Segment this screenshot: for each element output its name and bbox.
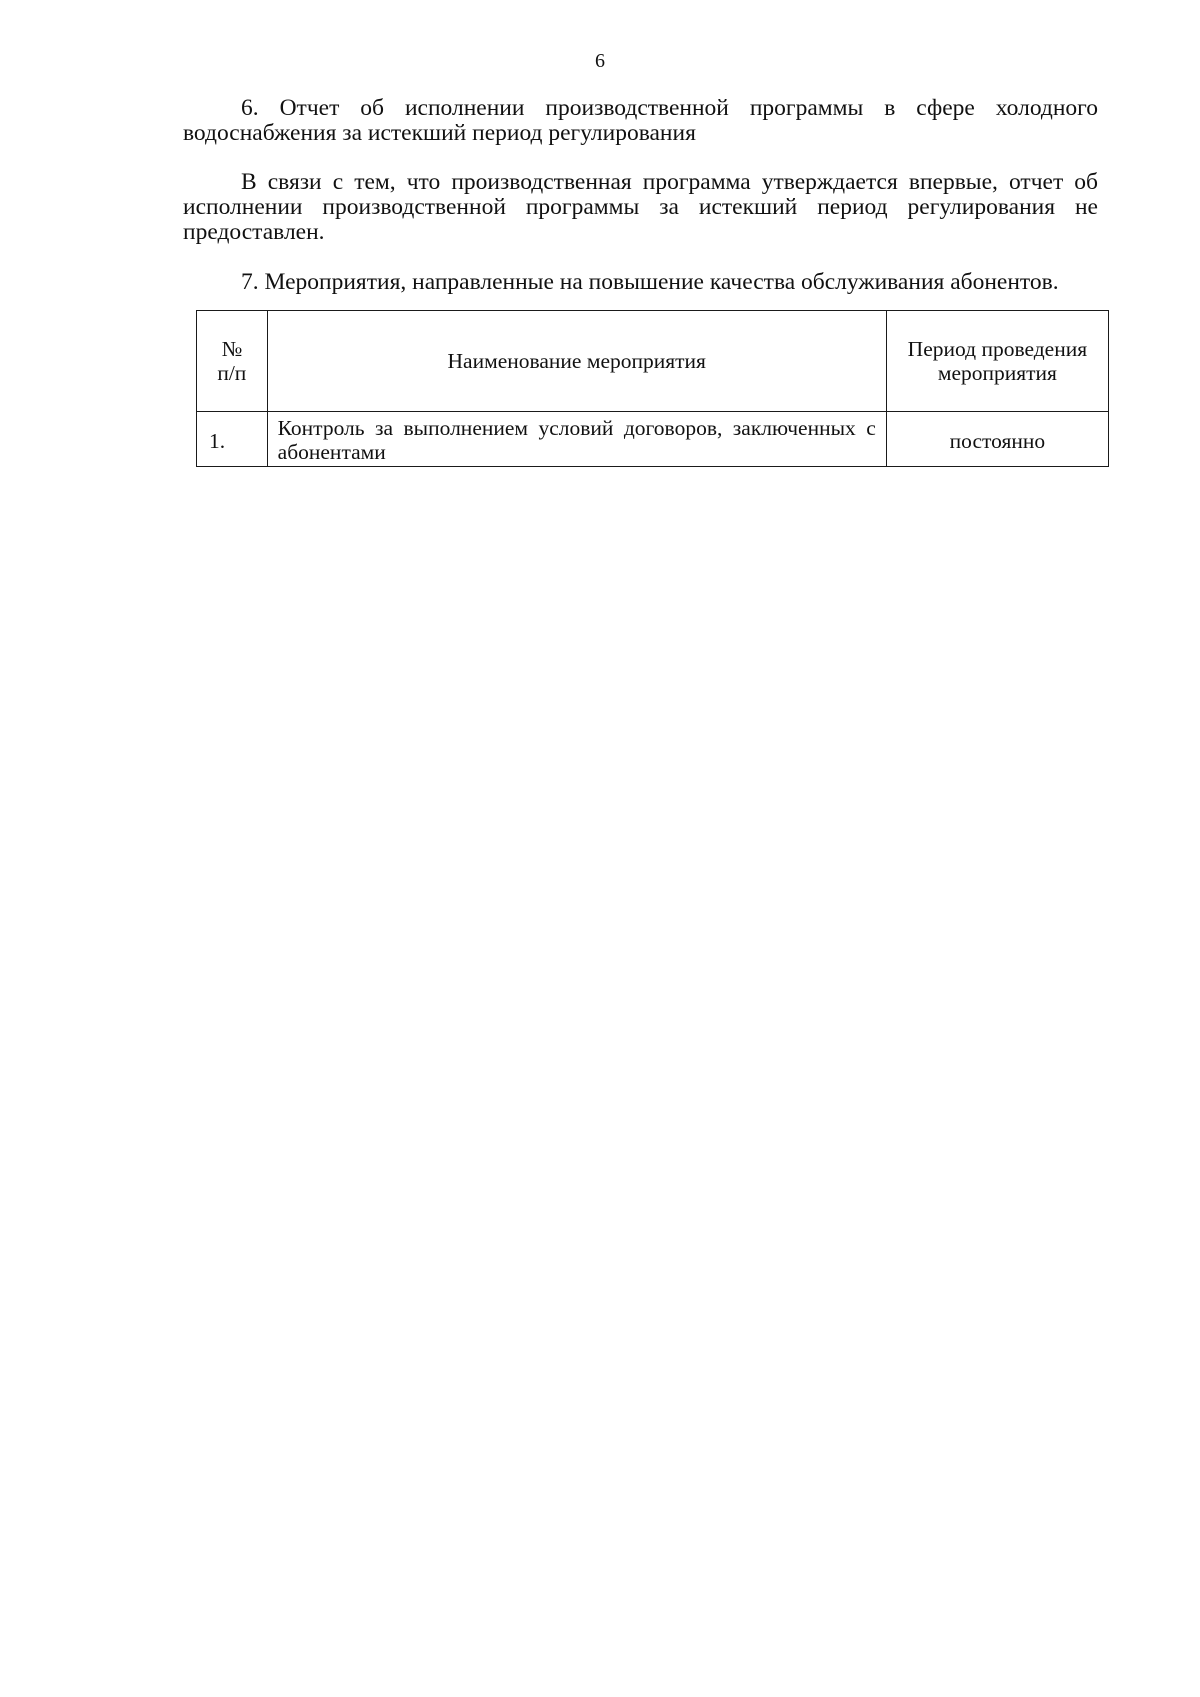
- header-name: Наименование мероприятия: [267, 311, 886, 412]
- page-number: 6: [595, 50, 605, 72]
- header-number: [197, 311, 268, 412]
- table-header-row: [197, 311, 1109, 412]
- header-number-abbr: п/п: [217, 361, 247, 385]
- section-7-heading: 7. Мероприятия, направленные на повышение качества обслуживания абонентов.: [241, 269, 1059, 295]
- row-number: 1.: [197, 412, 268, 467]
- table-row: [197, 412, 1109, 467]
- header-period: Период проведения мероприятия: [886, 311, 1108, 412]
- header-number-symbol: №: [221, 337, 243, 361]
- row-name: Контроль за выполнением условий договоров, заключенных с абонентами: [267, 412, 886, 467]
- row-period: постоянно: [886, 412, 1108, 467]
- measures-table: [196, 310, 1109, 467]
- section-6-paragraph: В связи с тем, что производственная программа утверждается впервые, отчет об исполнении производственной программы за истекший период регулирования не предоставлен.: [183, 169, 1098, 245]
- section-6-heading: 6. Отчет об исполнении производственной программы в сфере холодного водоснабжения за истекший период регулирования: [183, 95, 1098, 146]
